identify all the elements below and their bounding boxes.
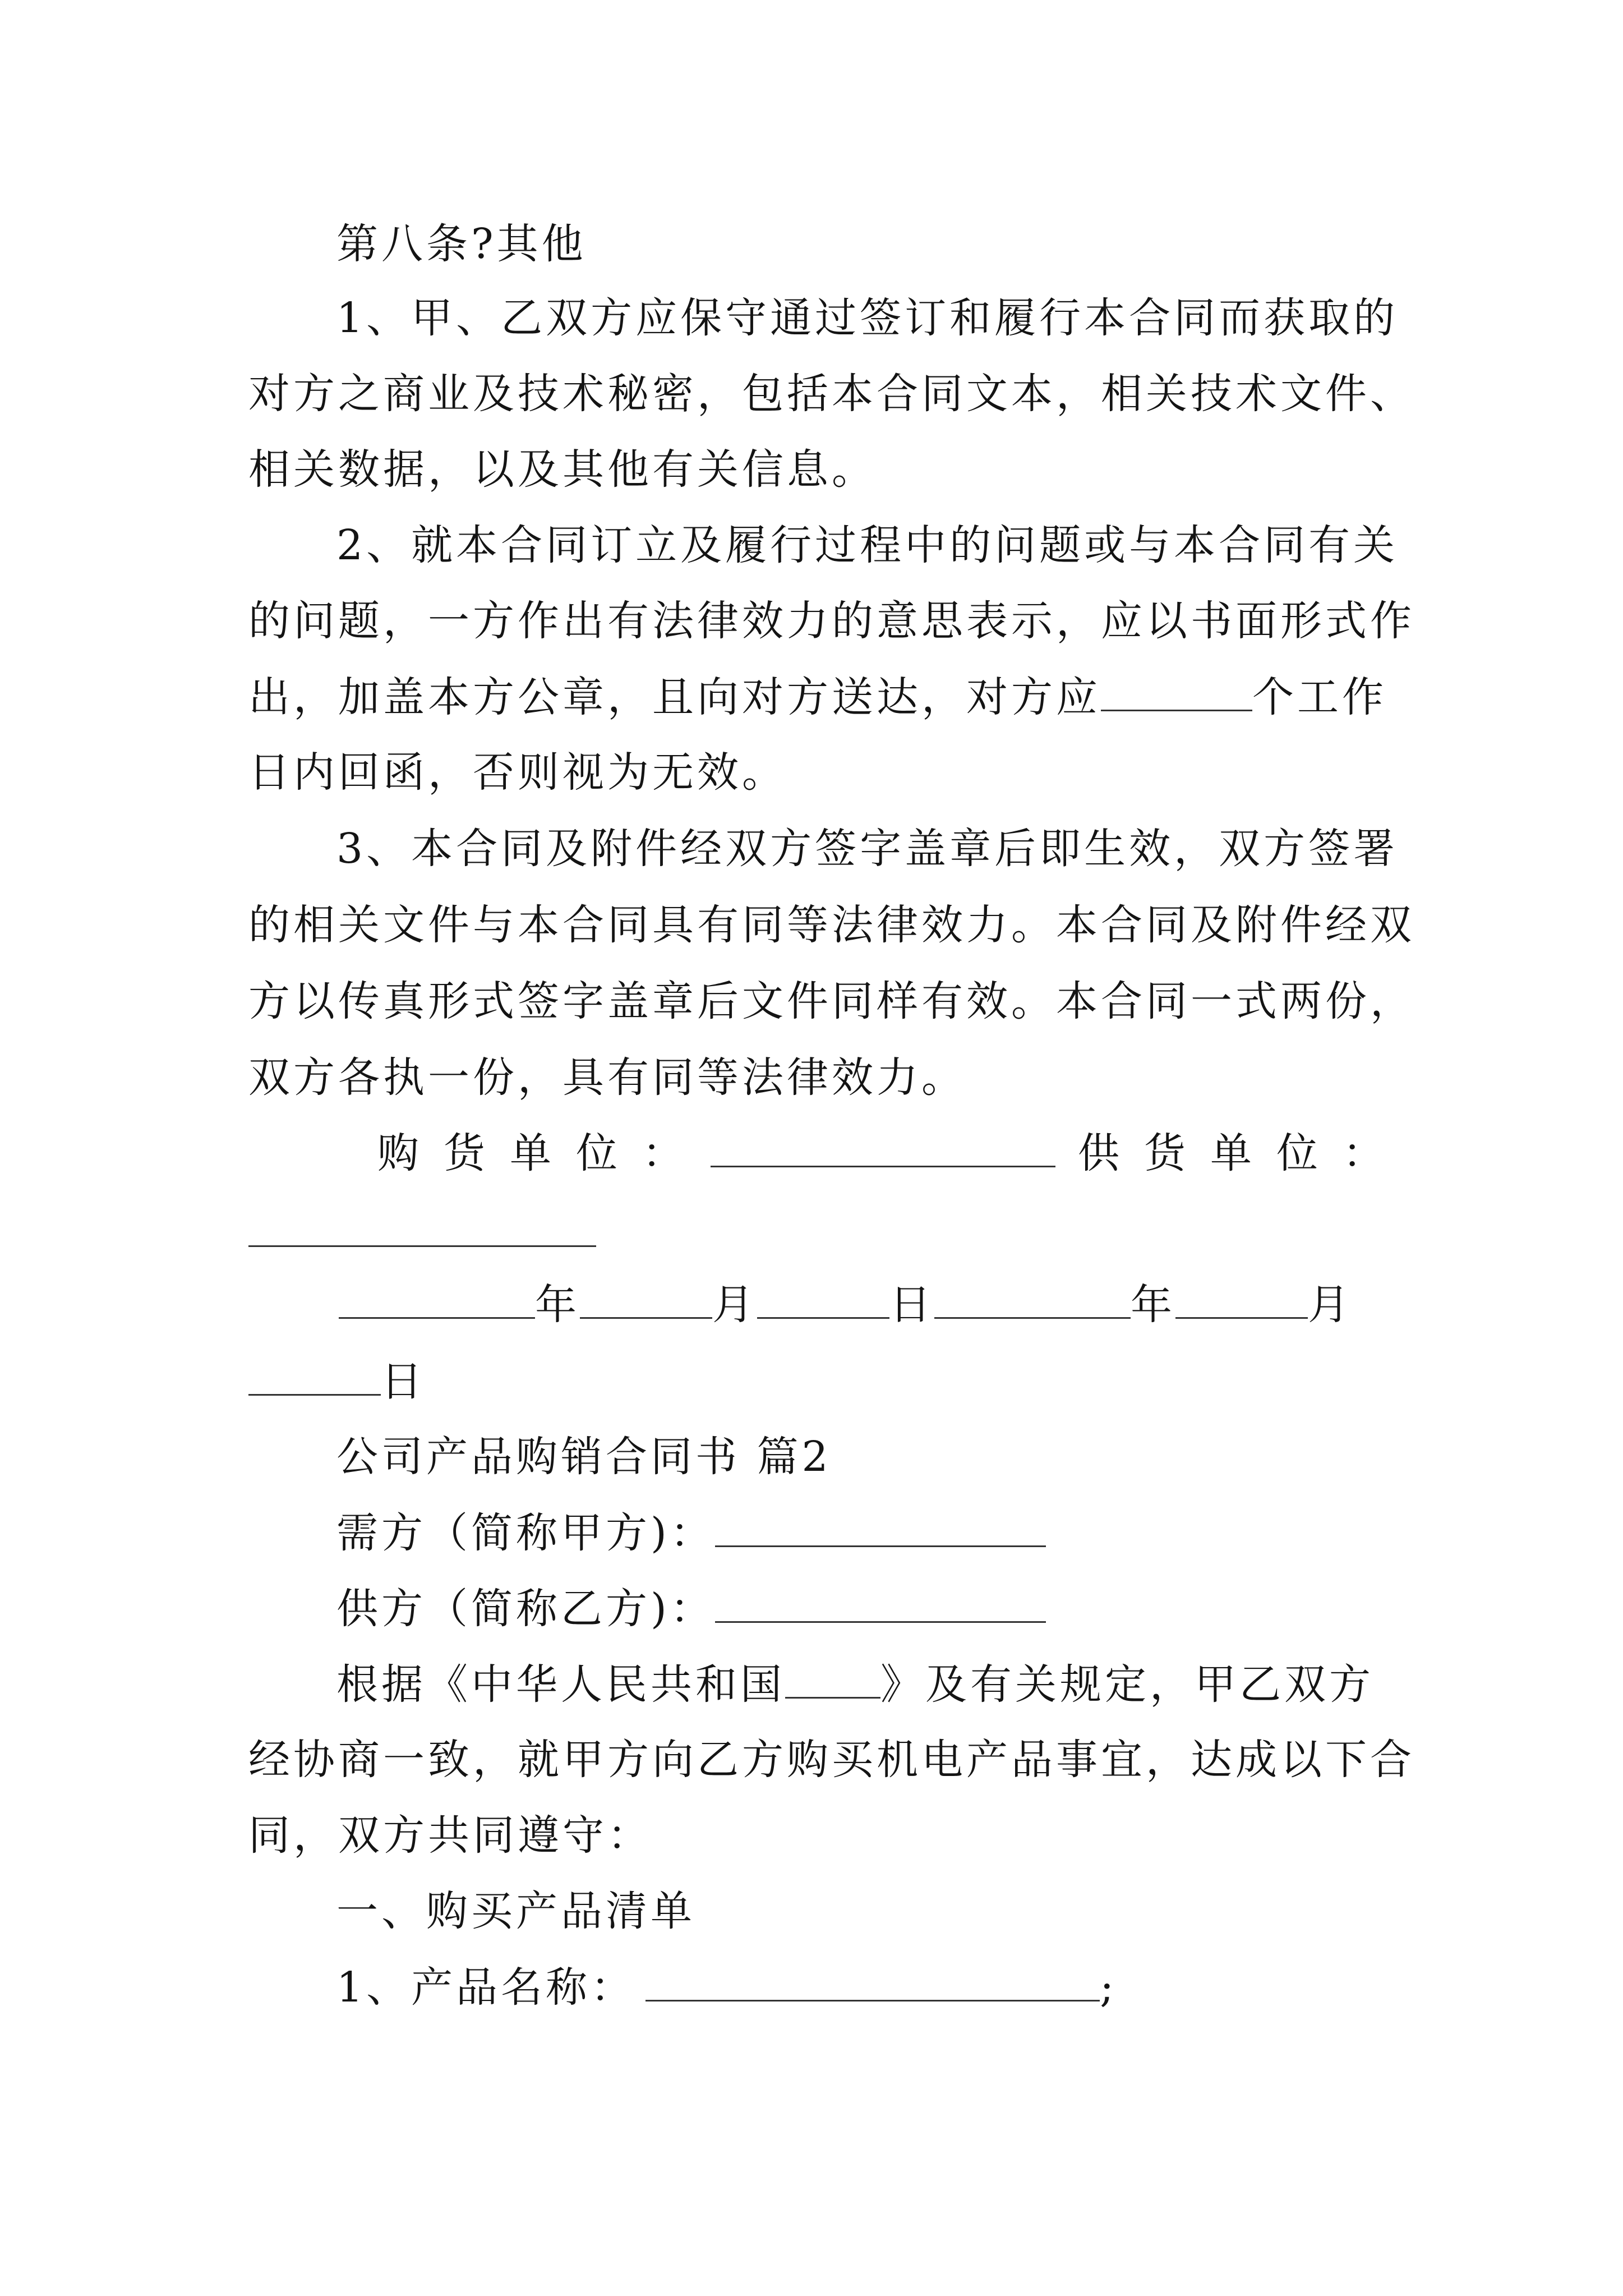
clause-1-line-3: 相关数据，以及其他有关信息。	[248, 445, 877, 494]
clause-2-line-1: 2、就本合同订立及履行过程中的问题或与本合同有关	[336, 521, 1399, 569]
clause-2-line-3	[248, 673, 1387, 721]
clause-3-line-2: 的相关文件与本合同具有同等法律效力。本合同及附件经双	[248, 901, 1415, 949]
clause-3-line-3: 方以传真形式签字盖章后文件同样有效。本合同一式两份，	[248, 977, 1415, 1025]
product-name-blank	[645, 1966, 1100, 2001]
clause-2-line-4: 日内回函，否则视为无效。	[248, 748, 787, 797]
buyer-label: 购货单位：	[377, 1129, 708, 1177]
preamble-line-3: 同，双方共同遵守：	[248, 1811, 652, 1860]
supplier-month-blank	[1175, 1283, 1308, 1319]
supplier-year-label: 年	[1131, 1281, 1175, 1329]
supplier-party-line	[336, 1585, 1046, 1633]
blank-working-days	[1101, 676, 1252, 711]
supplier-party-label: 供方（简称乙方)：	[336, 1585, 715, 1633]
preamble-text-b: 》及有关规定，甲乙双方	[880, 1660, 1374, 1709]
buyer-blank	[711, 1132, 1055, 1167]
clause-2-line-2: 的问题，一方作出有法律效力的意思表示，应以书面形式作	[248, 597, 1415, 645]
demander-label: 需方（简称甲方)：	[336, 1509, 715, 1557]
clause-1-line-2: 对方之商业及技术秘密，包括本合同文本，相关技术文件、	[248, 370, 1415, 418]
buyer-month-blank	[580, 1283, 712, 1319]
supplier-party-blank	[715, 1588, 1046, 1623]
buyer-day-label: 日	[889, 1281, 934, 1329]
section-2-title: 公司产品购销合同书 篇2	[336, 1433, 832, 1481]
clause-2-line-3-text-b: 个工作	[1252, 673, 1387, 721]
buyer-year-label: 年	[535, 1281, 580, 1329]
preamble-text-a: 根据《中华人民共和国	[336, 1660, 785, 1709]
buyer-day-blank	[757, 1283, 889, 1319]
signature-line-1	[377, 1129, 1409, 1177]
product-name-label: 1、产品名称：	[336, 1963, 636, 2012]
clause-3-line-1: 3、本合同及附件经双方签字盖章后即生效，双方签署	[336, 825, 1399, 873]
clause-2-line-3-text-a: 出，加盖本方公章，且向对方送达，对方应	[248, 673, 1101, 721]
supplier-label: 供货单位：	[1078, 1129, 1409, 1177]
supplier-day-blank	[248, 1360, 381, 1396]
preamble-line-2: 经协商一致，就甲方向乙方购买机电产品事宜，达成以下合	[248, 1736, 1415, 1784]
supplier-year-blank	[934, 1283, 1131, 1319]
product-name-line	[336, 1963, 1118, 2012]
signature-line-2	[248, 1212, 596, 1254]
article-8-title: 第八条?其他	[336, 220, 587, 268]
preamble-line-1	[336, 1660, 1374, 1709]
supplier-day-label: 日	[381, 1358, 426, 1406]
clause-3-line-4: 双方各执一份，具有同等法律效力。	[248, 1053, 966, 1102]
demander-blank	[715, 1512, 1046, 1547]
supplier-month-label: 月	[1308, 1281, 1353, 1329]
demander-line	[336, 1509, 1046, 1557]
law-name-blank	[785, 1663, 880, 1699]
clause-1-line-1: 1、甲、乙双方应保守通过签订和履行本合同而获取的	[336, 294, 1399, 342]
product-name-end: ;	[1100, 1963, 1118, 2012]
buyer-month-label: 月	[712, 1281, 757, 1329]
date-line	[339, 1281, 1353, 1329]
buyer-year-blank	[339, 1283, 535, 1319]
part-1-title: 一、购买产品清单	[336, 1887, 695, 1935]
date-line-2	[248, 1358, 426, 1406]
supplier-blank	[248, 1212, 596, 1247]
